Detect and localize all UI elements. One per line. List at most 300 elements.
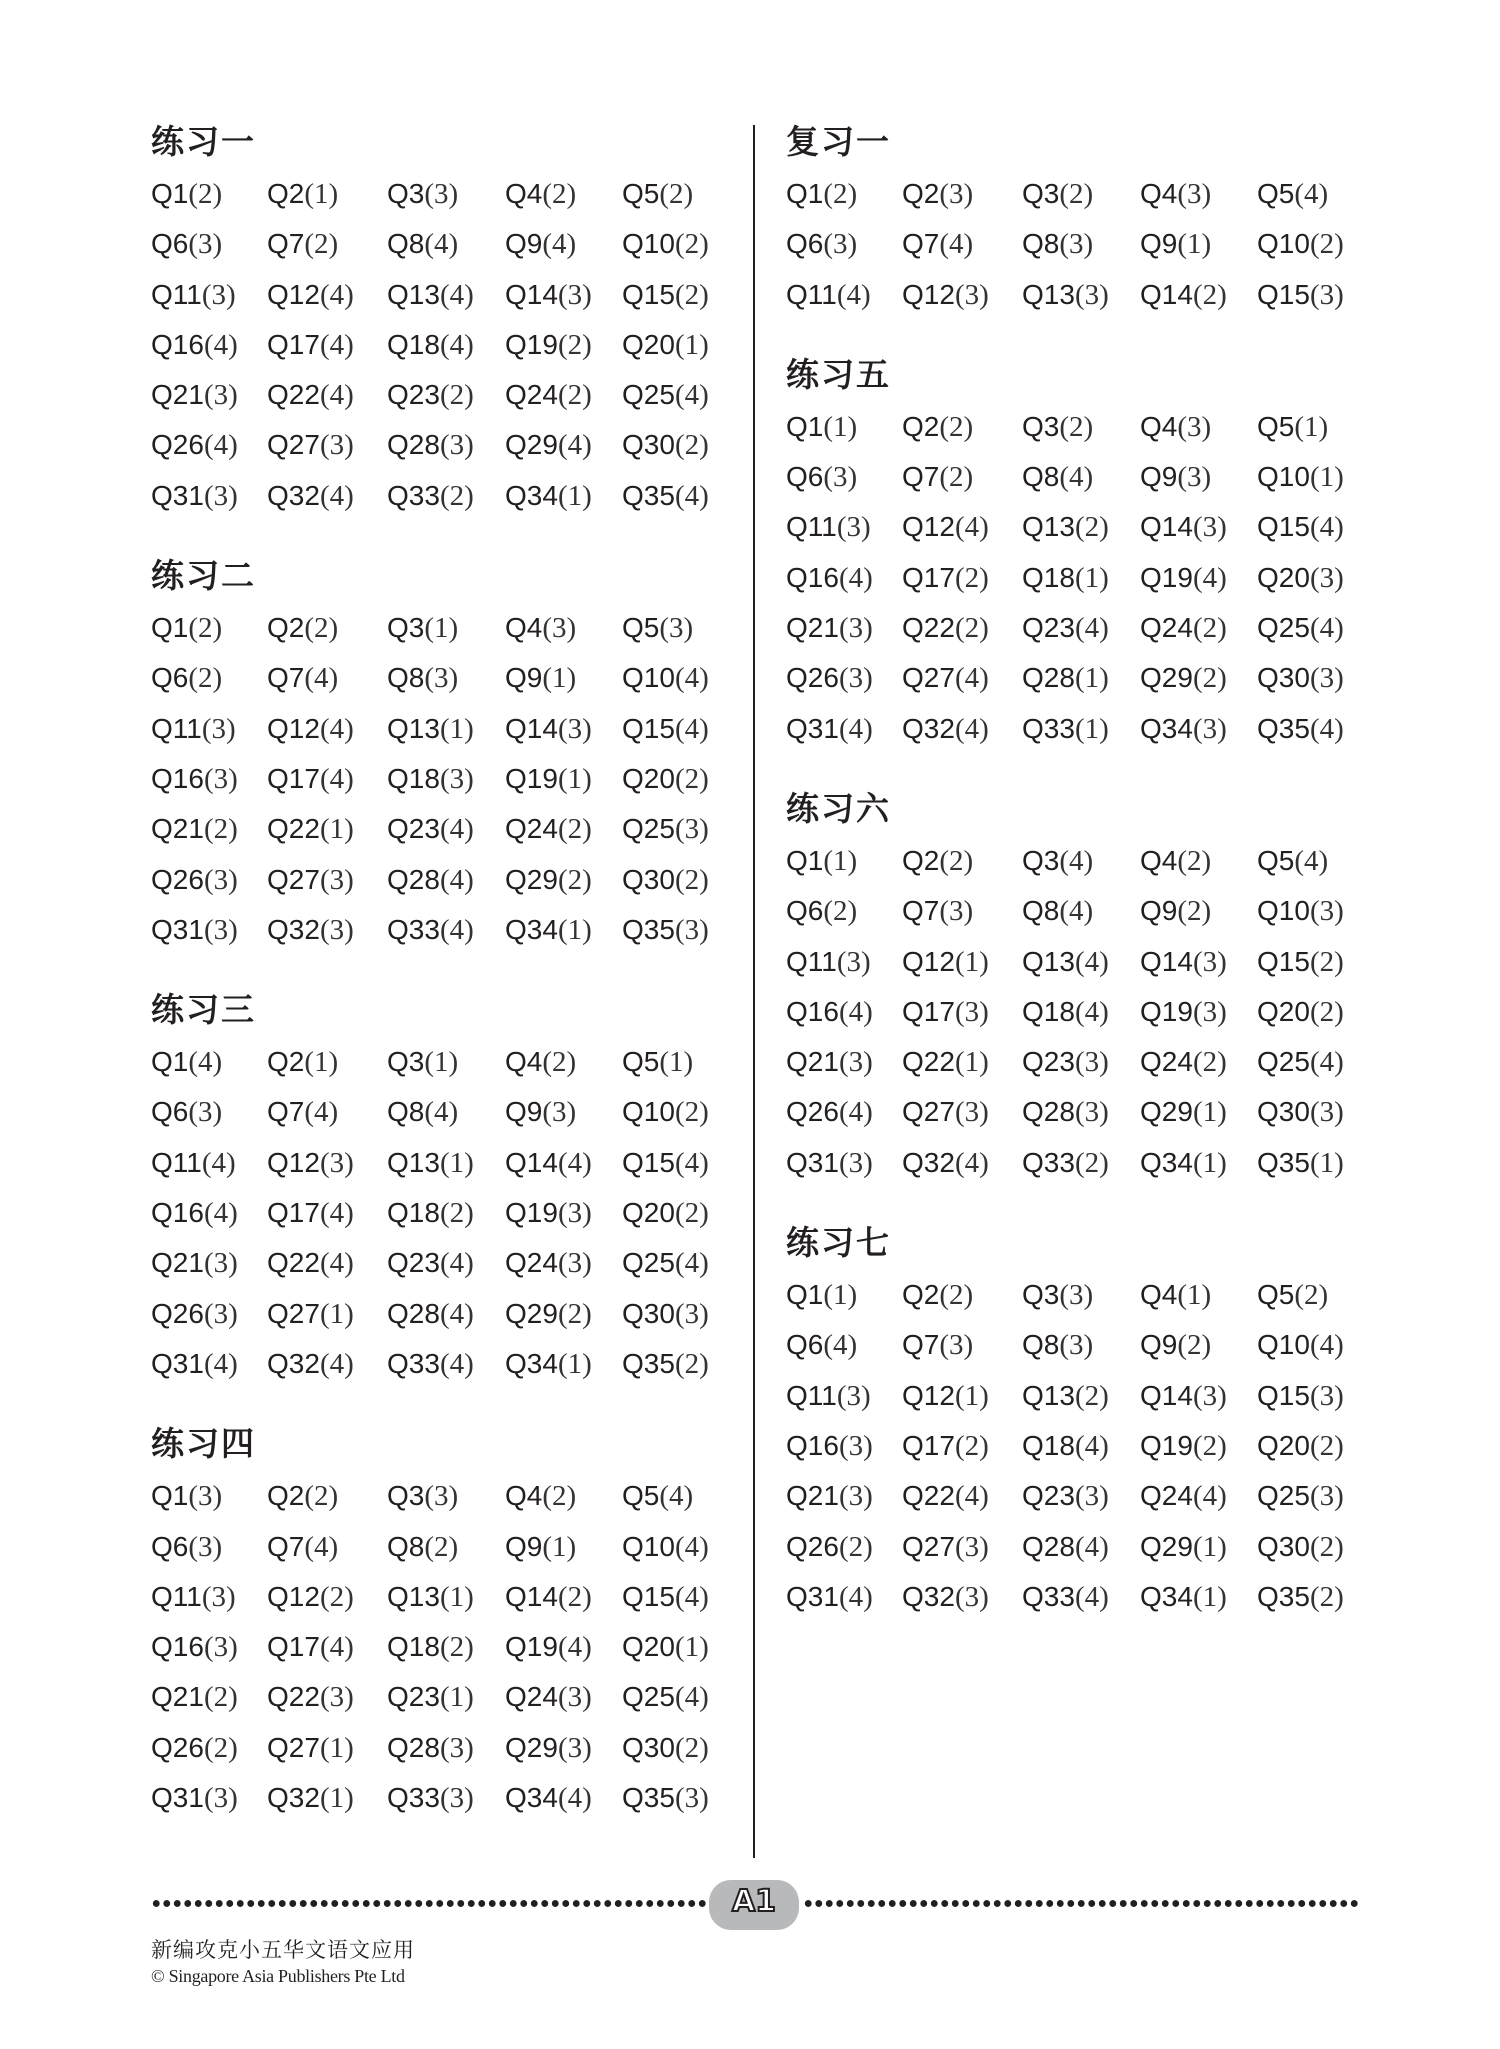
answer-choice: (4) [203, 1197, 238, 1230]
answer-item [1022, 1087, 1140, 1137]
answer-item [151, 1238, 267, 1288]
answer-item [902, 1471, 1022, 1521]
answer-choice: (2) [439, 1197, 474, 1230]
answer-item [786, 502, 902, 552]
answer-item [902, 1522, 1022, 1572]
question-number: Q21 [151, 1247, 204, 1279]
question-number: Q25 [622, 379, 675, 411]
question-number: Q32 [267, 1782, 320, 1814]
answer-choice: (2) [439, 479, 474, 512]
question-number: Q18 [387, 1631, 440, 1663]
answer-choice: (2) [542, 1046, 577, 1079]
answer-choice: (3) [954, 1530, 989, 1563]
answer-item [505, 1622, 622, 1672]
answer-choice: (4) [954, 1146, 989, 1179]
question-number: Q8 [1022, 895, 1060, 927]
answer-choice: (2) [1309, 1580, 1344, 1613]
section-heading: 练习六 [786, 788, 891, 828]
answer-item [267, 603, 387, 653]
answer-choice: (3) [319, 1146, 354, 1179]
answer-item [387, 603, 505, 653]
answer-item [387, 1773, 505, 1823]
answer-grid [786, 169, 1387, 320]
answer-item [1140, 402, 1257, 452]
answer-item [1022, 270, 1140, 320]
question-number: Q17 [902, 1429, 955, 1461]
answer-choice: (3) [659, 612, 694, 645]
answer-item [387, 704, 505, 754]
question-number: Q12 [902, 511, 955, 543]
question-number: Q1 [786, 1279, 824, 1311]
answer-item [151, 1289, 267, 1339]
answer-choice: (3) [674, 913, 709, 946]
answer-choice: (1) [823, 410, 858, 443]
column-divider [753, 125, 755, 1858]
question-number: Q34 [505, 1347, 558, 1379]
answer-choice: (4) [439, 278, 474, 311]
answer-choice: (2) [1059, 410, 1094, 443]
answer-section [151, 1416, 752, 1823]
answer-item [1140, 704, 1257, 754]
answer-item [902, 653, 1022, 703]
question-number: Q5 [1257, 1279, 1295, 1311]
answer-choice: (3) [201, 278, 236, 311]
question-number: Q25 [622, 813, 675, 845]
answer-item [902, 553, 1022, 603]
answer-item [622, 804, 752, 854]
answer-item [622, 1672, 752, 1722]
answer-item [902, 886, 1022, 936]
answer-item [902, 270, 1022, 320]
answer-item [1022, 886, 1140, 936]
answer-item [622, 1572, 752, 1622]
answer-item [622, 1471, 752, 1521]
answer-item [1022, 937, 1140, 987]
answer-choice: (3) [1309, 895, 1344, 928]
answer-item [505, 653, 622, 703]
answer-item [387, 1572, 505, 1622]
answer-item [387, 169, 505, 219]
answer-item [387, 270, 505, 320]
answer-item [622, 320, 752, 370]
answer-item [387, 370, 505, 420]
question-number: Q21 [786, 612, 839, 644]
answer-choice: (2) [659, 178, 694, 210]
page-number-badge: A1 [709, 1880, 799, 1930]
question-number: Q13 [387, 712, 440, 744]
question-number: Q9 [505, 1096, 543, 1128]
question-number: Q10 [1257, 461, 1310, 493]
answer-choice: (4) [1192, 1480, 1227, 1513]
answer-choice: (2) [1059, 178, 1094, 210]
question-number: Q20 [622, 1197, 675, 1229]
answer-choice: (3) [439, 762, 474, 795]
question-number: Q1 [151, 1046, 189, 1078]
question-number: Q22 [902, 1046, 955, 1078]
answer-item [622, 1289, 752, 1339]
question-number: Q24 [505, 379, 558, 411]
answer-item [1257, 836, 1387, 886]
question-number: Q9 [1140, 228, 1178, 260]
answer-choice: (4) [1309, 511, 1344, 544]
answer-item [1022, 1371, 1140, 1421]
answer-item [622, 219, 752, 269]
answer-choice: (4) [319, 1247, 354, 1280]
answer-item [1140, 836, 1257, 886]
answer-choice: (2) [1309, 945, 1344, 978]
question-number: Q33 [387, 913, 440, 945]
question-number: Q15 [1257, 511, 1310, 543]
answer-item [786, 1087, 902, 1137]
answer-choice: (2) [674, 1096, 709, 1129]
question-number: Q28 [387, 863, 440, 895]
answer-choice: (4) [304, 1096, 339, 1129]
answer-item [151, 1672, 267, 1722]
answer-item [387, 1138, 505, 1188]
answer-choice: (1) [954, 1046, 989, 1079]
answer-choice: (1) [1192, 1580, 1227, 1613]
answer-choice: (3) [1192, 995, 1227, 1028]
answer-choice: (2) [424, 1530, 459, 1563]
answer-choice: (2) [823, 178, 858, 210]
answer-item [1022, 1270, 1140, 1320]
answer-choice: (4) [674, 1681, 709, 1714]
answer-item [505, 1087, 622, 1137]
question-number: Q24 [1140, 1046, 1193, 1078]
answer-choice: (2) [674, 228, 709, 261]
answer-item [786, 987, 902, 1037]
answer-choice: (3) [439, 1731, 474, 1764]
answer-item [267, 1622, 387, 1672]
answer-item [1257, 886, 1387, 936]
question-number: Q24 [505, 813, 558, 845]
answer-item [387, 1037, 505, 1087]
answer-choice: (2) [954, 612, 989, 645]
answer-choice: (3) [188, 1530, 223, 1563]
answer-item [505, 754, 622, 804]
answer-item [1022, 402, 1140, 452]
answer-choice: (3) [201, 1580, 236, 1613]
question-number: Q34 [1140, 712, 1193, 744]
section-heading: 练习七 [786, 1223, 891, 1263]
answer-choice: (3) [674, 813, 709, 846]
question-number: Q32 [902, 1146, 955, 1178]
question-number: Q17 [902, 995, 955, 1027]
answer-item [505, 704, 622, 754]
answer-item [622, 370, 752, 420]
answer-choice: (2) [203, 1731, 238, 1764]
answer-item [902, 704, 1022, 754]
answer-item [902, 1320, 1022, 1370]
answer-choice: (3) [203, 1297, 238, 1330]
answer-choice: (3) [954, 995, 989, 1028]
question-number: Q20 [622, 762, 675, 794]
question-number: Q33 [387, 1347, 440, 1379]
question-number: Q9 [1140, 461, 1178, 493]
answer-item [1257, 987, 1387, 1037]
answer-choice: (4) [823, 1329, 858, 1362]
question-number: Q4 [505, 1046, 543, 1078]
question-number: Q23 [387, 1247, 440, 1279]
answer-choice: (1) [557, 762, 592, 795]
question-number: Q5 [1257, 178, 1295, 209]
answer-item [151, 1773, 267, 1823]
answer-item [622, 471, 752, 521]
answer-item [622, 420, 752, 470]
answer-choice: (4) [1074, 612, 1109, 645]
answer-grid [151, 169, 752, 521]
question-number: Q21 [151, 813, 204, 845]
answer-choice: (2) [304, 612, 339, 645]
answer-item [267, 653, 387, 703]
answer-item [622, 270, 752, 320]
answer-choice: (3) [203, 863, 238, 896]
answer-choice: (4) [674, 1247, 709, 1280]
answer-item [267, 1723, 387, 1773]
answer-item [902, 1037, 1022, 1087]
answer-choice: (3) [188, 1096, 223, 1129]
question-number: Q33 [1022, 712, 1075, 744]
answer-item [1022, 452, 1140, 502]
answer-item [1140, 987, 1257, 1037]
answer-item [1257, 219, 1387, 269]
question-number: Q6 [786, 1329, 824, 1361]
answer-choice: (3) [1192, 1379, 1227, 1412]
answer-choice: (3) [319, 863, 354, 896]
answer-item [1257, 653, 1387, 703]
answer-choice: (4) [1309, 712, 1344, 745]
question-number: Q15 [622, 1146, 675, 1178]
answer-choice: (2) [1309, 1429, 1344, 1462]
answer-item [387, 420, 505, 470]
answer-item [151, 471, 267, 521]
question-number: Q4 [1140, 1279, 1178, 1311]
answer-item [267, 270, 387, 320]
answer-choice: (4) [319, 479, 354, 512]
answer-item [902, 502, 1022, 552]
answer-choice: (2) [1294, 1279, 1329, 1312]
answer-item [387, 471, 505, 521]
answer-item [1140, 1371, 1257, 1421]
question-number: Q32 [267, 913, 320, 945]
answer-choice: (3) [939, 178, 974, 210]
answer-choice: (1) [557, 1347, 592, 1380]
answer-item [1140, 1522, 1257, 1572]
question-number: Q28 [1022, 1096, 1075, 1128]
answer-item [387, 219, 505, 269]
answer-choice: (3) [838, 662, 873, 695]
answer-choice: (2) [557, 379, 592, 412]
question-number: Q22 [902, 1480, 955, 1512]
question-number: Q2 [267, 612, 305, 644]
answer-item [505, 420, 622, 470]
answer-item [267, 320, 387, 370]
question-number: Q24 [505, 1247, 558, 1279]
question-number: Q23 [387, 813, 440, 845]
question-number: Q1 [151, 178, 189, 209]
answer-choice: (3) [838, 1046, 873, 1079]
answer-item [1022, 219, 1140, 269]
answer-choice: (3) [1059, 1279, 1094, 1312]
answer-choice: (4) [188, 1046, 223, 1079]
answer-choice: (1) [557, 479, 592, 512]
answer-item [1140, 1270, 1257, 1320]
answer-item [1257, 402, 1387, 452]
question-number: Q27 [267, 1731, 320, 1763]
question-number: Q8 [1022, 228, 1060, 260]
answer-choice: (1) [319, 813, 354, 846]
answer-item [1022, 987, 1140, 1037]
answer-choice: (4) [954, 662, 989, 695]
answer-item [267, 169, 387, 219]
question-number: Q10 [1257, 895, 1310, 927]
answer-choice: (4) [1059, 895, 1094, 928]
answer-item [151, 420, 267, 470]
answer-section [151, 114, 752, 521]
answer-choice: (4) [439, 913, 474, 946]
answer-choice: (1) [659, 1046, 694, 1079]
question-number: Q14 [1140, 278, 1193, 310]
question-number: Q34 [505, 913, 558, 945]
answer-choice: (4) [838, 995, 873, 1028]
question-number: Q27 [267, 1297, 320, 1329]
answer-choice: (1) [319, 1731, 354, 1764]
answer-item [902, 987, 1022, 1037]
answer-item [622, 603, 752, 653]
question-number: Q12 [902, 945, 955, 977]
question-number: Q3 [1022, 844, 1060, 876]
answer-item [267, 1522, 387, 1572]
question-number: Q29 [505, 1297, 558, 1329]
answer-choice: (3) [1192, 712, 1227, 745]
answer-item [1140, 653, 1257, 703]
answer-choice: (4) [674, 1580, 709, 1613]
question-number: Q10 [622, 1096, 675, 1128]
answer-choice: (2) [542, 1480, 577, 1513]
answer-item [505, 320, 622, 370]
question-number: Q28 [1022, 662, 1075, 694]
answer-choice: (4) [439, 1247, 474, 1280]
answer-item [505, 1672, 622, 1722]
answer-choice: (1) [1177, 228, 1212, 261]
answer-item [1257, 169, 1387, 219]
answer-choice: (4) [674, 712, 709, 745]
question-number: Q35 [622, 1782, 675, 1814]
answer-item [1140, 1087, 1257, 1137]
answer-item [505, 1188, 622, 1238]
answer-item [1022, 502, 1140, 552]
question-number: Q6 [786, 461, 824, 493]
answer-item [1022, 1421, 1140, 1471]
question-number: Q30 [1257, 662, 1310, 694]
answer-choice: (4) [201, 1146, 236, 1179]
answer-choice: (4) [674, 662, 709, 695]
answer-choice: (3) [557, 1247, 592, 1280]
question-number: Q25 [1257, 612, 1310, 644]
answer-item [151, 905, 267, 955]
question-number: Q3 [387, 1046, 425, 1078]
question-number: Q13 [1022, 278, 1075, 310]
answer-item [1257, 553, 1387, 603]
answer-item [1257, 1421, 1387, 1471]
question-number: Q17 [267, 762, 320, 794]
answer-choice: (4) [838, 1096, 873, 1129]
answer-item [1140, 502, 1257, 552]
answer-item [786, 653, 902, 703]
answer-choice: (2) [674, 762, 709, 795]
question-number: Q3 [1022, 178, 1060, 209]
question-number: Q7 [902, 461, 940, 493]
question-number: Q20 [622, 1631, 675, 1663]
answer-item [622, 1522, 752, 1572]
question-number: Q21 [151, 1681, 204, 1713]
answer-choice: (4) [1059, 844, 1094, 877]
answer-choice: (4) [1074, 995, 1109, 1028]
question-number: Q35 [1257, 712, 1310, 744]
answer-choice: (3) [1309, 1096, 1344, 1129]
answer-item [1022, 704, 1140, 754]
question-number: Q19 [1140, 561, 1193, 593]
answer-choice: (2) [1309, 995, 1344, 1028]
answer-choice: (3) [1074, 1480, 1109, 1513]
answer-choice: (1) [823, 844, 858, 877]
question-number: Q22 [267, 379, 320, 411]
question-number: Q14 [505, 1146, 558, 1178]
question-number: Q28 [387, 1297, 440, 1329]
answer-choice: (3) [674, 1782, 709, 1815]
answer-item [1140, 1138, 1257, 1188]
answer-item [505, 1723, 622, 1773]
question-number: Q23 [387, 1681, 440, 1713]
answer-choice: (3) [836, 511, 871, 544]
question-number: Q24 [1140, 1480, 1193, 1512]
answer-choice: (3) [1309, 1379, 1344, 1412]
answer-choice: (3) [674, 1297, 709, 1330]
answer-item [902, 1371, 1022, 1421]
question-number: Q9 [1140, 895, 1178, 927]
question-number: Q9 [505, 228, 543, 260]
answer-choice: (4) [439, 863, 474, 896]
answer-item [1022, 603, 1140, 653]
answer-item [267, 420, 387, 470]
section-heading: 练习五 [786, 354, 891, 394]
answer-choice: (2) [674, 1731, 709, 1764]
question-number: Q2 [267, 1046, 305, 1078]
question-number: Q18 [1022, 995, 1075, 1027]
question-number: Q24 [505, 1681, 558, 1713]
answer-choice: (4) [838, 561, 873, 594]
answer-item [151, 270, 267, 320]
question-number: Q10 [622, 228, 675, 260]
answer-choice: (3) [203, 1782, 238, 1815]
answer-item [1140, 1037, 1257, 1087]
answer-item [387, 1723, 505, 1773]
answer-item [267, 1188, 387, 1238]
answer-item [786, 1138, 902, 1188]
question-number: Q28 [387, 429, 440, 461]
answer-choice: (2) [304, 1480, 339, 1513]
answer-choice: (2) [188, 662, 223, 695]
answer-choice: (4) [203, 429, 238, 462]
answer-choice: (2) [674, 1347, 709, 1380]
question-number: Q13 [387, 278, 440, 310]
answer-item [1257, 1572, 1387, 1622]
answer-choice: (2) [939, 461, 974, 494]
answer-item [1022, 1138, 1140, 1188]
question-number: Q16 [151, 1197, 204, 1229]
section-heading: 练习二 [151, 556, 256, 596]
answer-choice: (3) [319, 1681, 354, 1714]
